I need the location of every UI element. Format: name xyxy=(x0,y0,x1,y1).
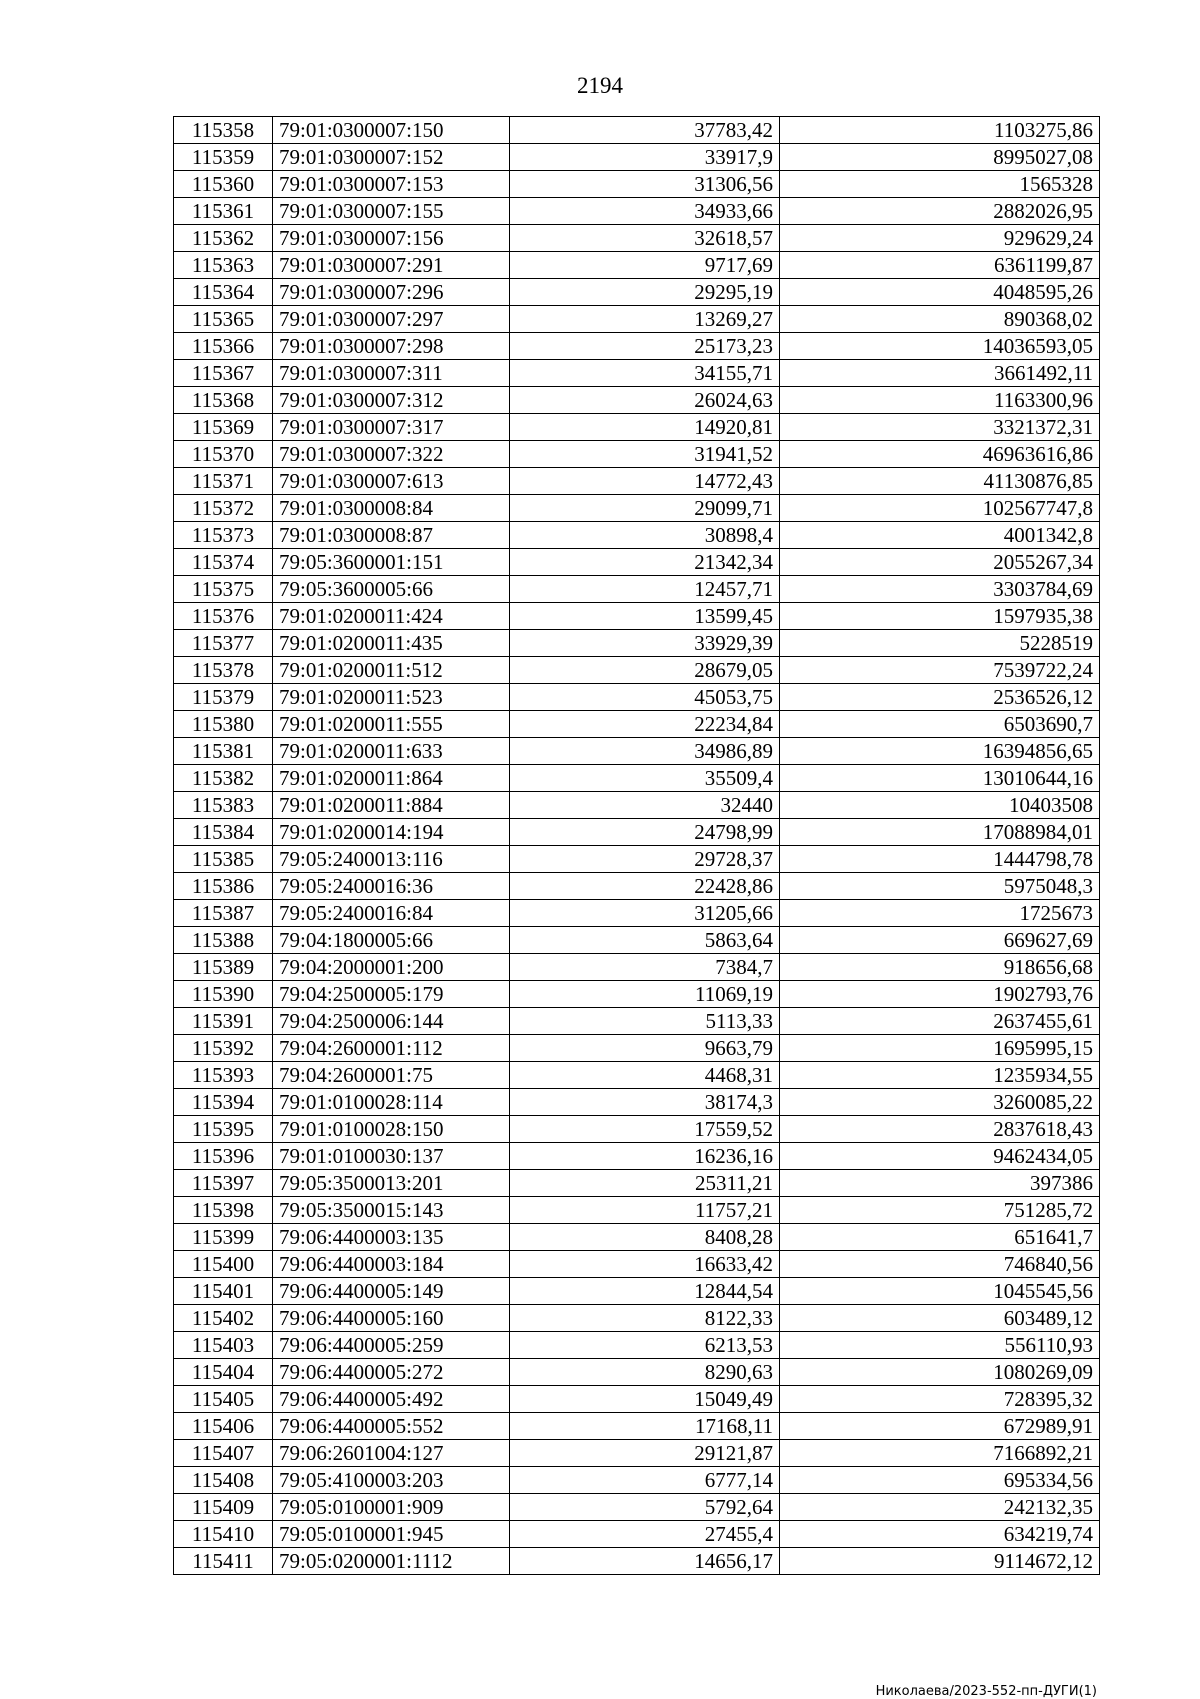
cadastral-number-cell: 79:01:0200011:884 xyxy=(273,792,510,819)
table-row xyxy=(174,306,1100,333)
row-number-cell: 115371 xyxy=(174,468,273,495)
table-row xyxy=(174,1548,1100,1575)
area-cell: 9717,69 xyxy=(510,252,780,279)
row-number-cell: 115377 xyxy=(174,630,273,657)
row-number-cell: 115411 xyxy=(174,1548,273,1575)
value-cell: 2837618,43 xyxy=(780,1116,1100,1143)
row-number-cell: 115359 xyxy=(174,144,273,171)
cadastral-number-cell: 79:05:2400013:116 xyxy=(273,846,510,873)
area-cell: 21342,34 xyxy=(510,549,780,576)
row-number-cell: 115406 xyxy=(174,1413,273,1440)
row-number-cell: 115390 xyxy=(174,981,273,1008)
value-cell: 5228519 xyxy=(780,630,1100,657)
value-cell: 1565328 xyxy=(780,171,1100,198)
table-row xyxy=(174,441,1100,468)
area-cell: 11069,19 xyxy=(510,981,780,1008)
row-number-cell: 115369 xyxy=(174,414,273,441)
cadastral-number-cell: 79:05:0100001:945 xyxy=(273,1521,510,1548)
table-row xyxy=(174,1116,1100,1143)
value-cell: 1695995,15 xyxy=(780,1035,1100,1062)
value-cell: 1103275,86 xyxy=(780,117,1100,144)
value-cell: 1045545,56 xyxy=(780,1278,1100,1305)
area-cell: 8122,33 xyxy=(510,1305,780,1332)
value-cell: 1725673 xyxy=(780,900,1100,927)
table-row xyxy=(174,1413,1100,1440)
area-cell: 12457,71 xyxy=(510,576,780,603)
area-cell: 5792,64 xyxy=(510,1494,780,1521)
row-number-cell: 115401 xyxy=(174,1278,273,1305)
value-cell: 7166892,21 xyxy=(780,1440,1100,1467)
cadastral-number-cell: 79:06:4400005:272 xyxy=(273,1359,510,1386)
row-number-cell: 115409 xyxy=(174,1494,273,1521)
value-cell: 10403508 xyxy=(780,792,1100,819)
cadastral-number-cell: 79:01:0200011:512 xyxy=(273,657,510,684)
cadastral-number-cell: 79:05:4100003:203 xyxy=(273,1467,510,1494)
area-cell: 35509,4 xyxy=(510,765,780,792)
value-cell: 41130876,85 xyxy=(780,468,1100,495)
row-number-cell: 115402 xyxy=(174,1305,273,1332)
area-cell: 22428,86 xyxy=(510,873,780,900)
table-row xyxy=(174,1062,1100,1089)
cadastral-number-cell: 79:01:0100030:137 xyxy=(273,1143,510,1170)
cadastral-number-cell: 79:01:0200011:424 xyxy=(273,603,510,630)
cadastral-number-cell: 79:01:0300007:297 xyxy=(273,306,510,333)
table-row xyxy=(174,1089,1100,1116)
value-cell: 16394856,65 xyxy=(780,738,1100,765)
cadastral-number-cell: 79:06:4400005:552 xyxy=(273,1413,510,1440)
row-number-cell: 115365 xyxy=(174,306,273,333)
table-row xyxy=(174,873,1100,900)
row-number-cell: 115383 xyxy=(174,792,273,819)
value-cell: 3661492,11 xyxy=(780,360,1100,387)
row-number-cell: 115362 xyxy=(174,225,273,252)
value-cell: 4001342,8 xyxy=(780,522,1100,549)
area-cell: 29099,71 xyxy=(510,495,780,522)
value-cell: 9114672,12 xyxy=(780,1548,1100,1575)
cadastral-number-cell: 79:01:0300007:312 xyxy=(273,387,510,414)
table-row xyxy=(174,981,1100,1008)
area-cell: 33917,9 xyxy=(510,144,780,171)
value-cell: 9462434,05 xyxy=(780,1143,1100,1170)
registry-table-body xyxy=(174,117,1100,1575)
table-row xyxy=(174,252,1100,279)
value-cell: 746840,56 xyxy=(780,1251,1100,1278)
value-cell: 669627,69 xyxy=(780,927,1100,954)
row-number-cell: 115363 xyxy=(174,252,273,279)
row-number-cell: 115368 xyxy=(174,387,273,414)
value-cell: 651641,7 xyxy=(780,1224,1100,1251)
table-row xyxy=(174,819,1100,846)
row-number-cell: 115366 xyxy=(174,333,273,360)
row-number-cell: 115393 xyxy=(174,1062,273,1089)
area-cell: 8408,28 xyxy=(510,1224,780,1251)
table-row xyxy=(174,900,1100,927)
area-cell: 34986,89 xyxy=(510,738,780,765)
row-number-cell: 115382 xyxy=(174,765,273,792)
row-number-cell: 115398 xyxy=(174,1197,273,1224)
area-cell: 45053,75 xyxy=(510,684,780,711)
row-number-cell: 115394 xyxy=(174,1089,273,1116)
row-number-cell: 115386 xyxy=(174,873,273,900)
table-row xyxy=(174,630,1100,657)
area-cell: 25311,21 xyxy=(510,1170,780,1197)
cadastral-number-cell: 79:05:3600005:66 xyxy=(273,576,510,603)
row-number-cell: 115384 xyxy=(174,819,273,846)
cadastral-number-cell: 79:05:2400016:84 xyxy=(273,900,510,927)
table-row xyxy=(174,1035,1100,1062)
value-cell: 6361199,87 xyxy=(780,252,1100,279)
table-row xyxy=(174,1008,1100,1035)
value-cell: 8995027,08 xyxy=(780,144,1100,171)
table-row xyxy=(174,1440,1100,1467)
row-number-cell: 115400 xyxy=(174,1251,273,1278)
value-cell: 556110,93 xyxy=(780,1332,1100,1359)
row-number-cell: 115370 xyxy=(174,441,273,468)
cadastral-number-cell: 79:06:4400005:492 xyxy=(273,1386,510,1413)
cadastral-number-cell: 79:06:4400003:184 xyxy=(273,1251,510,1278)
table-row xyxy=(174,1197,1100,1224)
value-cell: 3260085,22 xyxy=(780,1089,1100,1116)
row-number-cell: 115378 xyxy=(174,657,273,684)
row-number-cell: 115405 xyxy=(174,1386,273,1413)
table-row xyxy=(174,846,1100,873)
table-row xyxy=(174,333,1100,360)
area-cell: 34933,66 xyxy=(510,198,780,225)
value-cell: 2637455,61 xyxy=(780,1008,1100,1035)
value-cell: 672989,91 xyxy=(780,1413,1100,1440)
table-row xyxy=(174,657,1100,684)
table-row xyxy=(174,1494,1100,1521)
cadastral-number-cell: 79:04:2600001:112 xyxy=(273,1035,510,1062)
value-cell: 890368,02 xyxy=(780,306,1100,333)
area-cell: 13599,45 xyxy=(510,603,780,630)
area-cell: 38174,3 xyxy=(510,1089,780,1116)
row-number-cell: 115395 xyxy=(174,1116,273,1143)
cadastral-number-cell: 79:04:2000001:200 xyxy=(273,954,510,981)
value-cell: 1597935,38 xyxy=(780,603,1100,630)
area-cell: 9663,79 xyxy=(510,1035,780,1062)
area-cell: 37783,42 xyxy=(510,117,780,144)
cadastral-number-cell: 79:01:0300007:156 xyxy=(273,225,510,252)
area-cell: 28679,05 xyxy=(510,657,780,684)
cadastral-number-cell: 79:05:3500015:143 xyxy=(273,1197,510,1224)
area-cell: 26024,63 xyxy=(510,387,780,414)
area-cell: 13269,27 xyxy=(510,306,780,333)
cadastral-number-cell: 79:05:3600001:151 xyxy=(273,549,510,576)
area-cell: 6777,14 xyxy=(510,1467,780,1494)
value-cell: 3321372,31 xyxy=(780,414,1100,441)
area-cell: 22234,84 xyxy=(510,711,780,738)
area-cell: 17168,11 xyxy=(510,1413,780,1440)
document-footer: Николаева/2023-552-пп-ДУГИ(1) xyxy=(875,1684,1097,1699)
table-row xyxy=(174,765,1100,792)
table-row xyxy=(174,1467,1100,1494)
value-cell: 13010644,16 xyxy=(780,765,1100,792)
table-row xyxy=(174,1143,1100,1170)
cadastral-number-cell: 79:01:0300007:613 xyxy=(273,468,510,495)
cadastral-number-cell: 79:01:0200011:555 xyxy=(273,711,510,738)
table-row xyxy=(174,1224,1100,1251)
row-number-cell: 115375 xyxy=(174,576,273,603)
table-row xyxy=(174,414,1100,441)
area-cell: 14656,17 xyxy=(510,1548,780,1575)
value-cell: 2536526,12 xyxy=(780,684,1100,711)
cadastral-number-cell: 79:01:0300008:84 xyxy=(273,495,510,522)
table-row xyxy=(174,198,1100,225)
value-cell: 634219,74 xyxy=(780,1521,1100,1548)
area-cell: 29121,87 xyxy=(510,1440,780,1467)
cadastral-number-cell: 79:06:4400005:259 xyxy=(273,1332,510,1359)
area-cell: 30898,4 xyxy=(510,522,780,549)
table-row xyxy=(174,171,1100,198)
row-number-cell: 115407 xyxy=(174,1440,273,1467)
table-row xyxy=(174,1386,1100,1413)
area-cell: 12844,54 xyxy=(510,1278,780,1305)
table-row xyxy=(174,468,1100,495)
row-number-cell: 115387 xyxy=(174,900,273,927)
row-number-cell: 115397 xyxy=(174,1170,273,1197)
area-cell: 7384,7 xyxy=(510,954,780,981)
row-number-cell: 115385 xyxy=(174,846,273,873)
area-cell: 5113,33 xyxy=(510,1008,780,1035)
area-cell: 14772,43 xyxy=(510,468,780,495)
cadastral-number-cell: 79:01:0200011:435 xyxy=(273,630,510,657)
row-number-cell: 115408 xyxy=(174,1467,273,1494)
area-cell: 4468,31 xyxy=(510,1062,780,1089)
row-number-cell: 115391 xyxy=(174,1008,273,1035)
area-cell: 15049,49 xyxy=(510,1386,780,1413)
area-cell: 32618,57 xyxy=(510,225,780,252)
value-cell: 102567747,8 xyxy=(780,495,1100,522)
row-number-cell: 115399 xyxy=(174,1224,273,1251)
row-number-cell: 115373 xyxy=(174,522,273,549)
cadastral-number-cell: 79:01:0300007:150 xyxy=(273,117,510,144)
cadastral-number-cell: 79:04:2500005:179 xyxy=(273,981,510,1008)
value-cell: 2882026,95 xyxy=(780,198,1100,225)
table-row xyxy=(174,387,1100,414)
value-cell: 1163300,96 xyxy=(780,387,1100,414)
cadastral-number-cell: 79:01:0300007:291 xyxy=(273,252,510,279)
row-number-cell: 115367 xyxy=(174,360,273,387)
table-row xyxy=(174,792,1100,819)
cadastral-number-cell: 79:01:0300007:155 xyxy=(273,198,510,225)
cadastral-number-cell: 79:06:2601004:127 xyxy=(273,1440,510,1467)
table-row xyxy=(174,225,1100,252)
value-cell: 5975048,3 xyxy=(780,873,1100,900)
value-cell: 6503690,7 xyxy=(780,711,1100,738)
row-number-cell: 115376 xyxy=(174,603,273,630)
table-row xyxy=(174,738,1100,765)
row-number-cell: 115380 xyxy=(174,711,273,738)
table-row xyxy=(174,1170,1100,1197)
table-row xyxy=(174,576,1100,603)
value-cell: 1902793,76 xyxy=(780,981,1100,1008)
registry-table xyxy=(173,116,1100,1575)
table-row xyxy=(174,1521,1100,1548)
cadastral-number-cell: 79:06:4400003:135 xyxy=(273,1224,510,1251)
area-cell: 29728,37 xyxy=(510,846,780,873)
row-number-cell: 115361 xyxy=(174,198,273,225)
table-row xyxy=(174,684,1100,711)
cadastral-number-cell: 79:01:0300007:296 xyxy=(273,279,510,306)
cadastral-number-cell: 79:01:0300008:87 xyxy=(273,522,510,549)
cadastral-number-cell: 79:01:0300007:311 xyxy=(273,360,510,387)
value-cell: 14036593,05 xyxy=(780,333,1100,360)
area-cell: 6213,53 xyxy=(510,1332,780,1359)
table-row xyxy=(174,522,1100,549)
area-cell: 31205,66 xyxy=(510,900,780,927)
table-row xyxy=(174,1305,1100,1332)
page-number: 2194 xyxy=(577,73,623,98)
table-row xyxy=(174,360,1100,387)
cadastral-number-cell: 79:01:0300007:152 xyxy=(273,144,510,171)
row-number-cell: 115358 xyxy=(174,117,273,144)
row-number-cell: 115374 xyxy=(174,549,273,576)
row-number-cell: 115410 xyxy=(174,1521,273,1548)
row-number-cell: 115364 xyxy=(174,279,273,306)
table-row xyxy=(174,711,1100,738)
value-cell: 603489,12 xyxy=(780,1305,1100,1332)
cadastral-number-cell: 79:05:3500013:201 xyxy=(273,1170,510,1197)
area-cell: 27455,4 xyxy=(510,1521,780,1548)
value-cell: 4048595,26 xyxy=(780,279,1100,306)
area-cell: 32440 xyxy=(510,792,780,819)
area-cell: 11757,21 xyxy=(510,1197,780,1224)
value-cell: 3303784,69 xyxy=(780,576,1100,603)
cadastral-number-cell: 79:01:0200014:194 xyxy=(273,819,510,846)
value-cell: 1235934,55 xyxy=(780,1062,1100,1089)
table-row xyxy=(174,1359,1100,1386)
cadastral-number-cell: 79:01:0100028:114 xyxy=(273,1089,510,1116)
row-number-cell: 115379 xyxy=(174,684,273,711)
area-cell: 33929,39 xyxy=(510,630,780,657)
cadastral-number-cell: 79:01:0200011:523 xyxy=(273,684,510,711)
area-cell: 14920,81 xyxy=(510,414,780,441)
value-cell: 695334,56 xyxy=(780,1467,1100,1494)
area-cell: 25173,23 xyxy=(510,333,780,360)
row-number-cell: 115392 xyxy=(174,1035,273,1062)
row-number-cell: 115388 xyxy=(174,927,273,954)
value-cell: 929629,24 xyxy=(780,225,1100,252)
value-cell: 397386 xyxy=(780,1170,1100,1197)
cadastral-number-cell: 79:01:0300007:317 xyxy=(273,414,510,441)
cadastral-number-cell: 79:01:0300007:298 xyxy=(273,333,510,360)
cadastral-number-cell: 79:06:4400005:149 xyxy=(273,1278,510,1305)
row-number-cell: 115372 xyxy=(174,495,273,522)
cadastral-number-cell: 79:06:4400005:160 xyxy=(273,1305,510,1332)
cadastral-number-cell: 79:01:0100028:150 xyxy=(273,1116,510,1143)
value-cell: 918656,68 xyxy=(780,954,1100,981)
value-cell: 1080269,09 xyxy=(780,1359,1100,1386)
value-cell: 46963616,86 xyxy=(780,441,1100,468)
area-cell: 5863,64 xyxy=(510,927,780,954)
table-row xyxy=(174,144,1100,171)
area-cell: 31941,52 xyxy=(510,441,780,468)
area-cell: 8290,63 xyxy=(510,1359,780,1386)
value-cell: 242132,35 xyxy=(780,1494,1100,1521)
table-row xyxy=(174,603,1100,630)
area-cell: 29295,19 xyxy=(510,279,780,306)
cadastral-number-cell: 79:01:0200011:633 xyxy=(273,738,510,765)
value-cell: 2055267,34 xyxy=(780,549,1100,576)
cadastral-number-cell: 79:04:2500006:144 xyxy=(273,1008,510,1035)
table-row xyxy=(174,117,1100,144)
row-number-cell: 115396 xyxy=(174,1143,273,1170)
cadastral-number-cell: 79:01:0300007:153 xyxy=(273,171,510,198)
row-number-cell: 115381 xyxy=(174,738,273,765)
value-cell: 17088984,01 xyxy=(780,819,1100,846)
table-row xyxy=(174,549,1100,576)
table-row xyxy=(174,1332,1100,1359)
area-cell: 24798,99 xyxy=(510,819,780,846)
table-row xyxy=(174,1278,1100,1305)
cadastral-number-cell: 79:05:0200001:1112 xyxy=(273,1548,510,1575)
cadastral-number-cell: 79:04:2600001:75 xyxy=(273,1062,510,1089)
cadastral-number-cell: 79:01:0200011:864 xyxy=(273,765,510,792)
table-row xyxy=(174,954,1100,981)
area-cell: 31306,56 xyxy=(510,171,780,198)
area-cell: 34155,71 xyxy=(510,360,780,387)
area-cell: 16633,42 xyxy=(510,1251,780,1278)
cadastral-number-cell: 79:01:0300007:322 xyxy=(273,441,510,468)
value-cell: 7539722,24 xyxy=(780,657,1100,684)
table-row xyxy=(174,1251,1100,1278)
table-row xyxy=(174,495,1100,522)
table-row xyxy=(174,927,1100,954)
area-cell: 16236,16 xyxy=(510,1143,780,1170)
value-cell: 751285,72 xyxy=(780,1197,1100,1224)
row-number-cell: 115403 xyxy=(174,1332,273,1359)
value-cell: 728395,32 xyxy=(780,1386,1100,1413)
row-number-cell: 115389 xyxy=(174,954,273,981)
value-cell: 1444798,78 xyxy=(780,846,1100,873)
row-number-cell: 115360 xyxy=(174,171,273,198)
table-row xyxy=(174,279,1100,306)
row-number-cell: 115404 xyxy=(174,1359,273,1386)
cadastral-number-cell: 79:04:1800005:66 xyxy=(273,927,510,954)
area-cell: 17559,52 xyxy=(510,1116,780,1143)
cadastral-number-cell: 79:05:0100001:909 xyxy=(273,1494,510,1521)
cadastral-number-cell: 79:05:2400016:36 xyxy=(273,873,510,900)
